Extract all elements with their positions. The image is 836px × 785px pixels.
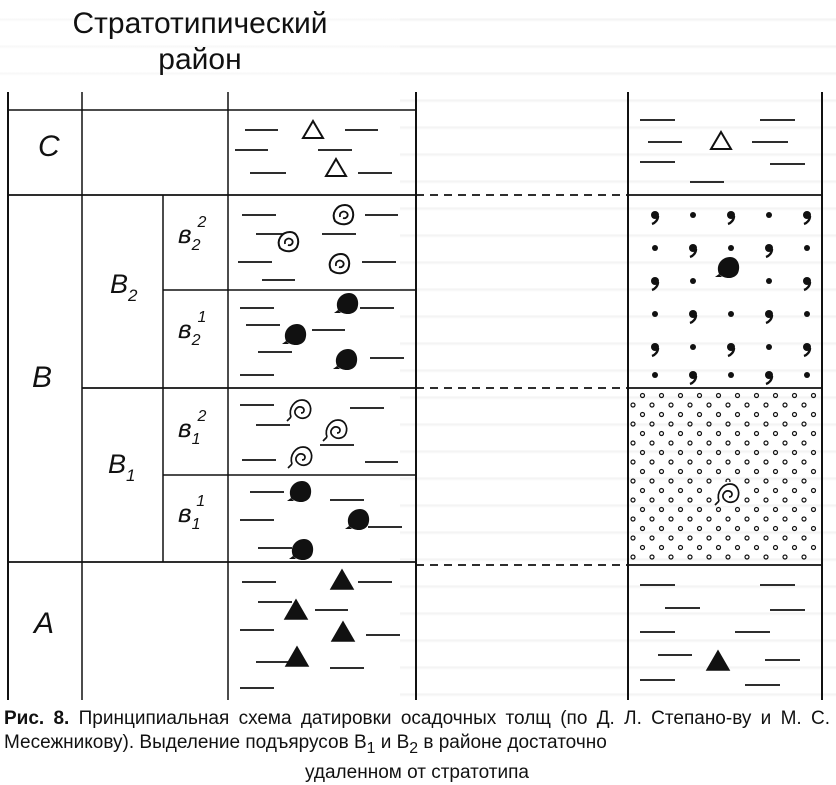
ammonite-open-icon: [334, 205, 353, 224]
comma-mark-icon: [727, 211, 735, 224]
comma-mark-icon: [689, 244, 697, 257]
zone-label-v2-2-sup: 2: [197, 214, 207, 231]
stage-label-A: A: [34, 607, 55, 640]
filled-triangle-icon: [286, 647, 308, 666]
comma-mark-icon: [651, 343, 659, 356]
comma-mark-icon: [803, 277, 811, 290]
comma-mark-icon: [727, 343, 735, 356]
spiral-shell-icon: [323, 420, 347, 441]
comma-mark-icon: [765, 310, 773, 323]
small-circle-icon-fill: [630, 390, 820, 563]
comma-mark-icon: [689, 310, 697, 323]
open-triangle-icon: [326, 159, 346, 176]
comma-mark-icon: [765, 244, 773, 257]
dot-mark-icon: [652, 311, 658, 317]
comma-mark-icon: [651, 211, 659, 224]
ammonite-filled-icon: [345, 509, 369, 530]
ammonite-filled-icon: [287, 481, 311, 502]
comma-mark-icon: [765, 371, 773, 384]
open-triangle-icon: [303, 121, 323, 138]
substage-label-B1-sub: 1: [126, 466, 136, 485]
caption-sub-2: 2: [409, 739, 419, 757]
dot-mark-icon: [766, 344, 772, 350]
figure-caption: [4, 707, 830, 785]
ammonite-filled-icon: [282, 324, 306, 345]
dot-mark-icon: [690, 278, 696, 284]
substage-label-B2: [110, 269, 138, 305]
caption-mid: и В: [375, 732, 410, 753]
caption-last-line: удаленном от стратотипа: [305, 761, 529, 783]
ammonite-filled-icon: [333, 349, 357, 370]
stage-label-C: C: [38, 130, 60, 163]
substage-label-B2-letter: B: [110, 269, 129, 299]
spiral-shell-icon: [288, 447, 312, 468]
zone-label-v1-1-sub: 1: [191, 516, 200, 533]
ammonite-filled-icon: [289, 539, 313, 560]
title-line-1: Стратотипический: [72, 7, 328, 40]
dot-mark-icon: [804, 372, 810, 378]
comma-mark-icon: [803, 343, 811, 356]
filled-triangle-icon: [331, 570, 353, 589]
spiral-shell-icon: [287, 400, 311, 421]
dot-mark-icon: [652, 372, 658, 378]
zone-label-v1-1-letter: в: [178, 498, 192, 528]
comma-mark-icon: [689, 371, 697, 384]
dot-mark-icon: [690, 344, 696, 350]
open-triangle-icon: [711, 132, 731, 149]
caption-text: Принципиальная схема датировки осадочных толщ (по Д. Л. Степано-ву и М. С. Месежникову). Выделение подъярусов В: [4, 708, 830, 753]
zone-label-v1-1-sup: 1: [196, 493, 206, 510]
zone-label-v2-2-letter: в: [178, 219, 192, 249]
comma-mark-icon: [651, 277, 659, 290]
zone-label-v1-2-letter: в: [178, 413, 192, 443]
dot-mark-icon: [804, 245, 810, 251]
zone-label-v2-1-sub: 2: [191, 332, 201, 349]
zone-label-v1-2-sub: 1: [191, 431, 201, 448]
caption-tail: в районе достаточно: [418, 732, 607, 753]
filled-triangle-icon: [332, 622, 354, 641]
dot-mark-icon: [766, 212, 772, 218]
zone-label-v1-1: [178, 493, 205, 533]
comma-mark-icon: [803, 211, 811, 224]
dot-mark-icon: [690, 212, 696, 218]
filled-triangle-icon: [707, 651, 729, 670]
ammonite-filled-icon: [715, 257, 739, 278]
zone-label-v1-2-sup: 2: [197, 408, 207, 425]
zone-label-v2-1-sup: 1: [197, 309, 207, 326]
dot-mark-icon: [766, 278, 772, 284]
dot-mark-icon: [728, 372, 734, 378]
caption-figure-label: Рис. 8.: [4, 708, 70, 729]
dot-mark-icon: [728, 245, 734, 251]
zone-label-v2-1-letter: в: [178, 314, 192, 344]
substage-label-B1-letter: B: [108, 449, 127, 479]
title-line-2: район: [158, 43, 242, 76]
dot-mark-icon: [728, 311, 734, 317]
substage-label-B1: [108, 449, 135, 485]
ammonite-filled-icon: [334, 293, 358, 314]
ammonite-open-icon: [279, 232, 298, 251]
zone-label-v2-2: [178, 214, 206, 254]
dash-hatching-stratotype: [235, 130, 404, 688]
caption-sub-1: 1: [366, 739, 376, 757]
dot-mark-icon: [652, 245, 658, 251]
dot-mark-icon: [804, 311, 810, 317]
zone-label-v2-2-sub: 2: [191, 237, 201, 254]
zone-label-v2-1: [178, 309, 206, 349]
ammonite-open-icon: [330, 254, 349, 273]
stage-label-B: B: [32, 361, 53, 394]
zone-label-v1-2: [178, 408, 206, 448]
comma-dot-layer: [651, 211, 811, 384]
dash-hatching-remote-top: [640, 120, 805, 182]
substage-label-B2-sub: 2: [128, 286, 138, 305]
